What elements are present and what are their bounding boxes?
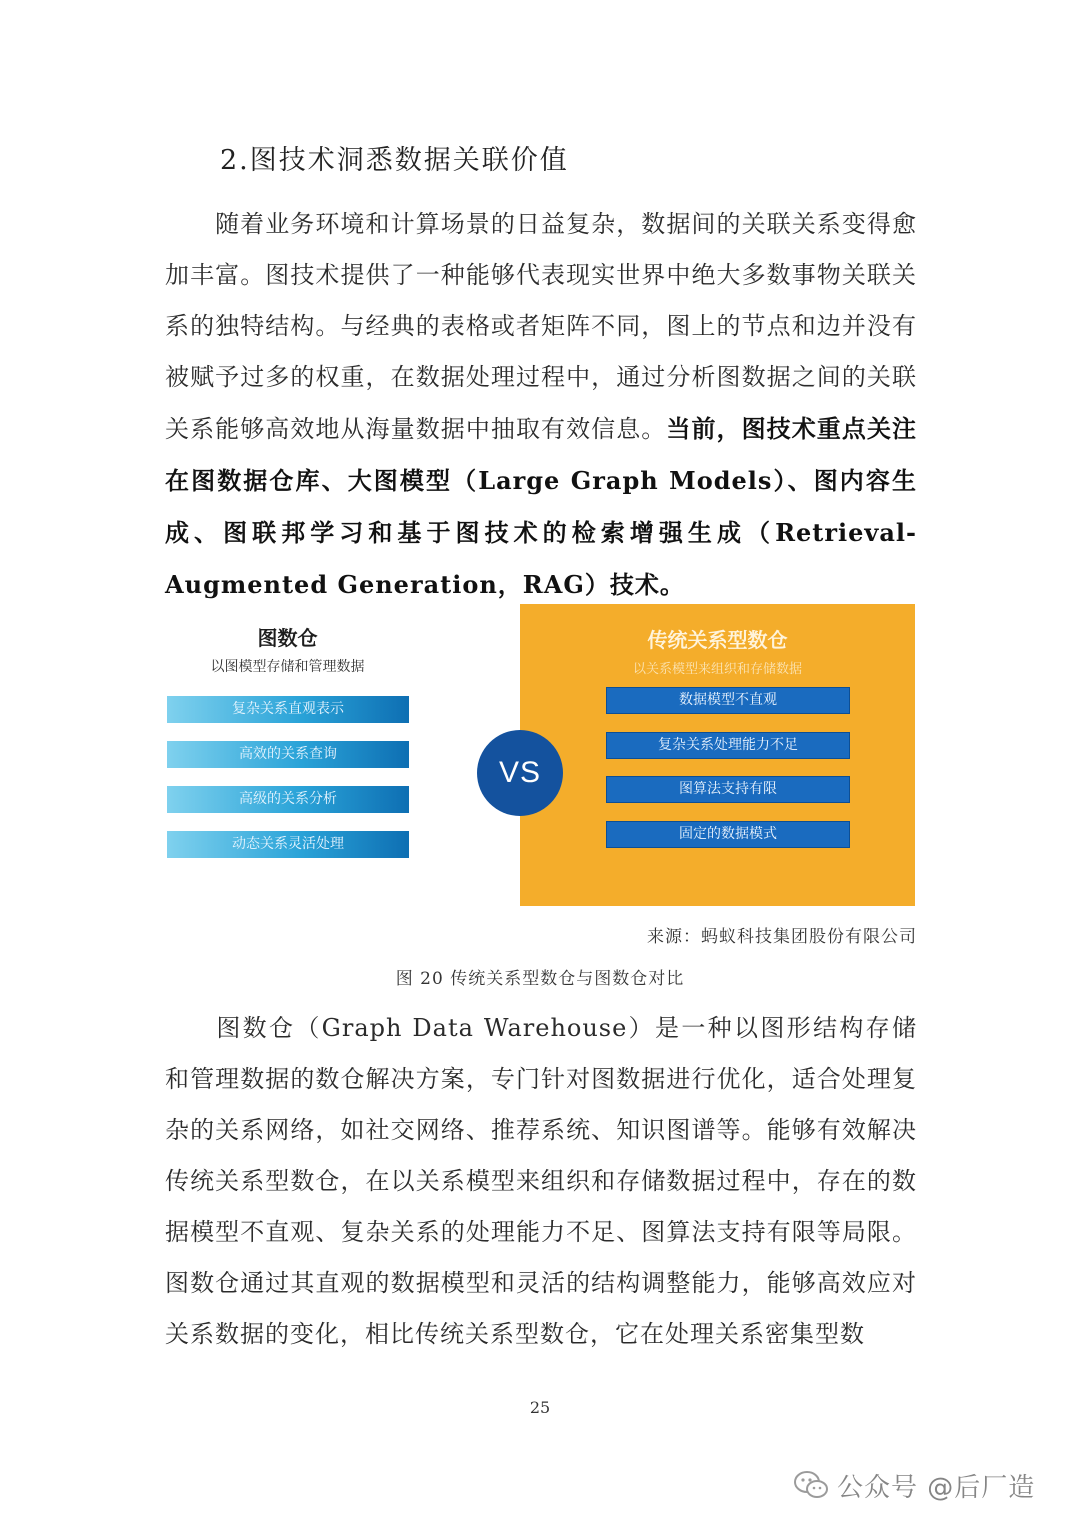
paragraph-1 <box>165 199 917 611</box>
comparison-figure <box>165 604 915 906</box>
paragraph-2-text: 图数仓（Graph Data Warehouse）是一种以图形结构存储和管理数据的数仓解决方案，专门针对图数据进行优化，适合处理复杂的关系网络，如社交网络、推荐系统、知识图谱等。能够有效解决传统关系型数仓，在以关系模型来组织和存储数据过程中，存在的数据模型不直观、复杂关系的处理能力不足、图算法支持有限等局限。图数仓通过其直观的数据模型和灵活的结构调整能力，能够高效应对关系数据的变化，相比传统关系型数仓，它在处理关系密集型数 <box>165 1014 917 1348</box>
vs-badge: VS <box>477 730 563 816</box>
graph-warehouse-panel <box>165 604 520 906</box>
paragraph-1-text: 随着业务环境和计算场景的日益复杂，数据间的关联关系变得愈加丰富。图技术提供了一种能够代表现实世界中绝大多数事物关联关系的独特结构。与经典的表格或者矩阵不同，图上的节点和边并没有被赋予过多的权重，在数据处理过程中，通过分析图数据之间的关联关系能够高效地从海量数据中抽取有效信息。 <box>165 210 917 443</box>
watermark-text: 公众号 @后厂造 <box>837 1472 1036 1503</box>
paragraph-2 <box>165 1003 917 1360</box>
relational-warehouse-item: 数据模型不直观 <box>606 687 850 714</box>
page-number: 25 <box>529 1398 551 1417</box>
section-heading: 2.图技术洞悉数据关联价值 <box>220 145 569 176</box>
relational-warehouse-title: 传统关系型数仓 <box>647 628 788 652</box>
relational-warehouse-panel <box>520 604 915 906</box>
graph-warehouse-item: 复杂关系直观表示 <box>167 696 409 723</box>
relational-warehouse-subtitle: 以关系模型来组织和存储数据 <box>632 662 802 677</box>
wechat-icon <box>793 1470 829 1500</box>
graph-warehouse-item: 高级的关系分析 <box>167 786 409 813</box>
figure-caption: 图 20 传统关系型数仓与图数仓对比 <box>395 969 685 989</box>
relational-warehouse-item: 复杂关系处理能力不足 <box>606 732 850 759</box>
figure-source: 来源：蚂蚁科技集团股份有限公司 <box>647 927 917 947</box>
paragraph-1-bold-text: 当前，图技术重点关注在图数据仓库、大图模型（Large Graph Models）、图内容生成、图联邦学习和基于图技术的检索增强生成（Retrieval-Augmented Generation，RAG）技术。 <box>165 414 918 599</box>
graph-warehouse-title: 图数仓 <box>257 626 318 650</box>
graph-warehouse-item: 高效的关系查询 <box>167 741 409 768</box>
relational-warehouse-item: 固定的数据模式 <box>606 821 850 848</box>
watermark <box>793 1465 1035 1505</box>
relational-warehouse-item: 图算法支持有限 <box>606 776 850 803</box>
graph-warehouse-subtitle: 以图模型存储和管理数据 <box>210 659 365 675</box>
graph-warehouse-item: 动态关系灵活处理 <box>167 831 409 858</box>
